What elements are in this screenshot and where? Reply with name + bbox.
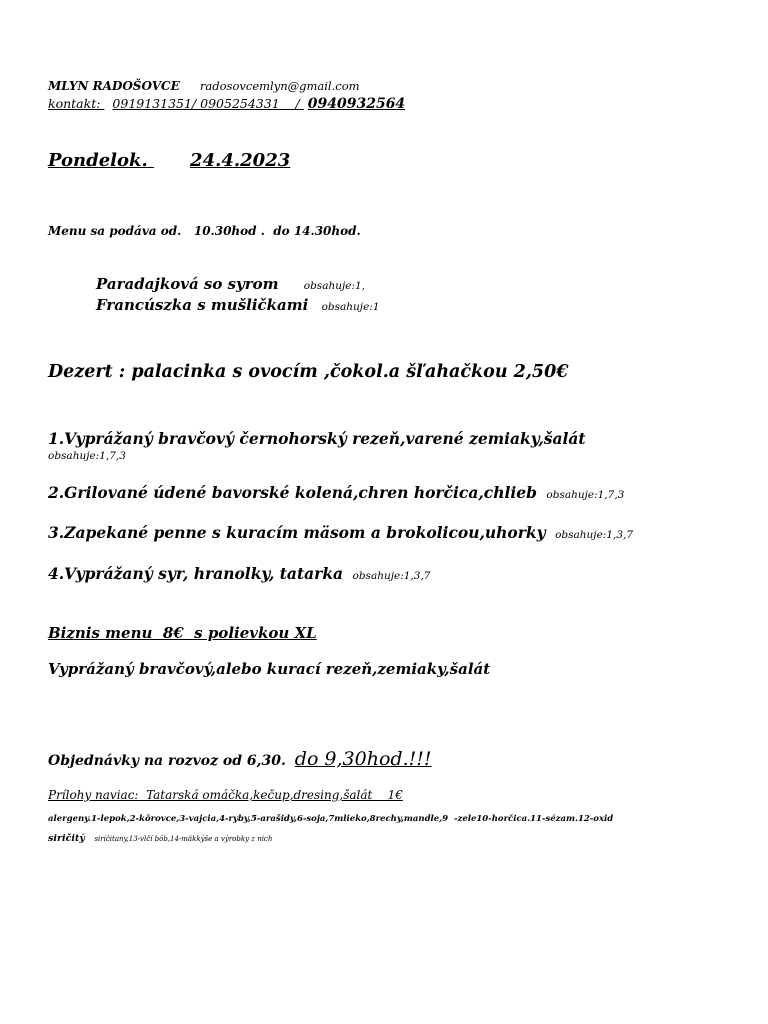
- menu-date: 24.4.2023: [190, 150, 291, 171]
- soup-allergens: obsahuje:1,: [303, 280, 366, 292]
- meal-item: [48, 483, 624, 502]
- meal-name: 2.Grilované údené bavorské kolená,chren horčica,chlieb: [48, 483, 537, 502]
- meal-item: [48, 564, 430, 583]
- day-name: Pondelok.: [48, 150, 148, 171]
- delivery-orders-text: Objednávky na rozvoz od 6,30.: [48, 753, 286, 769]
- allergen-legend-continued: [48, 826, 272, 845]
- delivery-orders: [48, 748, 432, 770]
- meal-item: [48, 523, 633, 542]
- day-heading: [48, 150, 290, 171]
- soup-item: [96, 296, 380, 314]
- soup-item: [96, 275, 365, 293]
- header-line: [48, 79, 360, 93]
- allergen-legend-rest: siričitany,13-vlčí bôb,14-mäkkýše a výrobky z nich: [94, 835, 273, 843]
- contact-label: kontakt:: [48, 96, 101, 111]
- contact-line: [48, 96, 405, 112]
- extras-line: Prílohy naviac: Tatarská omáčka,kečup,dresing,šalát 1€: [48, 788, 403, 802]
- meal-name: 3.Zapekané penne s kuracím mäsom a brokolicou,uhorky: [48, 523, 546, 542]
- meal-allergens: obsahuje:1,3,7: [555, 529, 634, 541]
- meal-allergens: obsahuje:1,7,3: [546, 489, 625, 501]
- email-address: radosovcemlyn@gmail.com: [199, 79, 360, 93]
- allergen-12-name: siričitý: [48, 833, 85, 844]
- phone-number-last: 0940932564: [307, 96, 406, 112]
- meal-name: 1.Vyprážaný bravčový černohorský rezeň,varené zemiaky,šalát: [48, 429, 586, 448]
- meal-name: 4.Vyprážaný syr, hranolky, tatarka: [48, 564, 344, 583]
- soup-allergens: obsahuje:1: [321, 301, 380, 313]
- soup-name: Francúszka s mušličkami: [96, 296, 309, 314]
- meal-item: [48, 429, 586, 448]
- soup-name: Paradajková so syrom: [96, 275, 279, 293]
- business-menu-title: Biznis menu 8€ s polievkou XL: [48, 624, 317, 642]
- delivery-deadline: do 9,30hod.!!!: [294, 748, 432, 770]
- serving-hours: Menu sa podáva od. 10.30hod . do 14.30hod.: [48, 224, 361, 238]
- allergen-legend: alergeny.1-lepok,2-kôrovce,3-vajcia,4-ryby,5-arašidy,6-soja,7mlieko,8rechy,mandle,9 -zele10-horčica.11-sézam.12-oxid: [48, 814, 614, 824]
- meal-allergens: obsahuje:1,7,3: [48, 450, 126, 462]
- meal-allergens: obsahuje:1,3,7: [352, 570, 431, 582]
- business-menu-meal: Vyprážaný bravčový,alebo kurací rezeň,zemiaky,šalát: [48, 660, 491, 678]
- phone-numbers: 0919131351/ 0905254331 /: [112, 96, 300, 111]
- dessert-line: Dezert : palacinka s ovocím ,čokol.a šľahačkou 2,50€: [48, 362, 569, 382]
- restaurant-name: MLYN RADOŠOVCE: [48, 79, 180, 93]
